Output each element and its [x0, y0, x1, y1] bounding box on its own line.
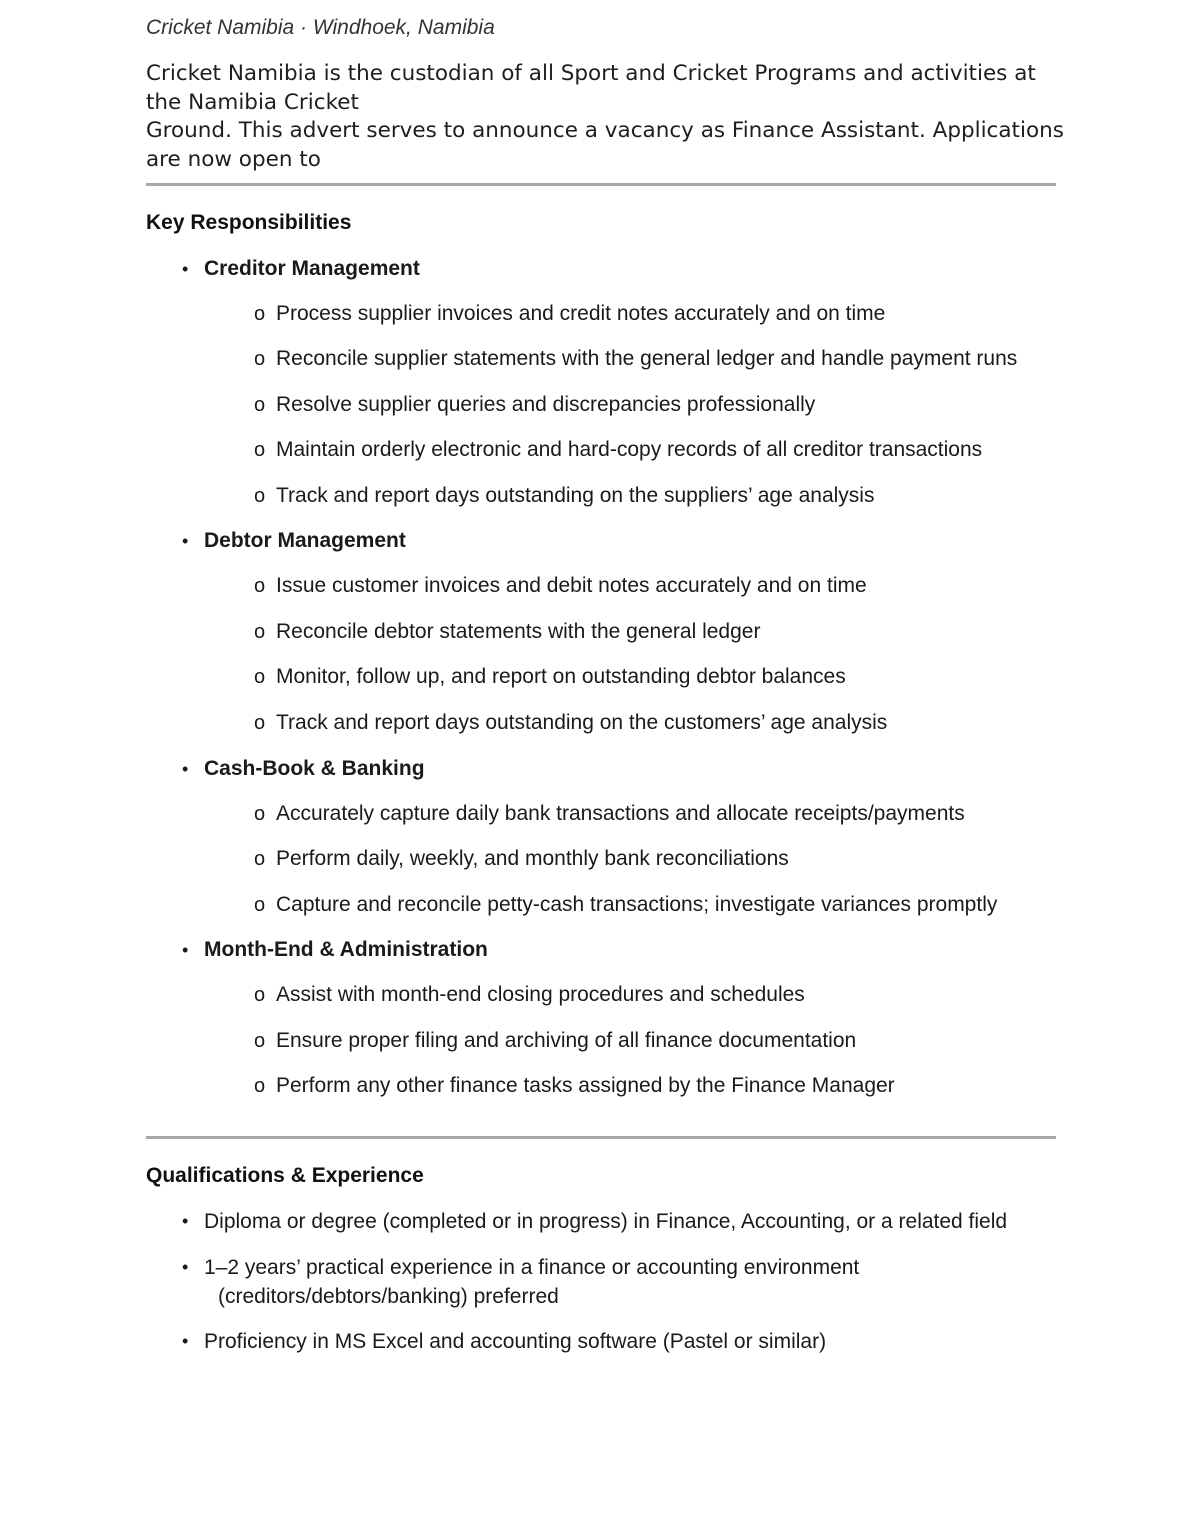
category-title: Debtor Management: [204, 529, 406, 552]
list-item: o Process supplier invoices and credit notes accurately and on time: [254, 302, 886, 325]
bullet-icon: •: [182, 531, 189, 551]
category-cash-book-banking: [182, 757, 425, 781]
intro-line: the Namibia Cricket: [146, 89, 359, 115]
intro-paragraph: [146, 60, 1106, 174]
sub-bullet-icon: o: [254, 984, 266, 1006]
intro-line: Cricket Namibia is the custodian of all Sport and Cricket Programs and activities at: [146, 61, 1036, 86]
organization-location-subtitle: Cricket Namibia · Windhoek, Namibia: [146, 16, 495, 39]
bullet-icon: •: [182, 759, 189, 779]
list-item: o Reconcile supplier statements with the general ledger and handle payment runs: [254, 347, 1018, 370]
section-divider: [146, 183, 1056, 186]
bullet-icon: •: [182, 1211, 189, 1231]
sub-bullet-icon: o: [254, 485, 266, 507]
qualification-item: • Diploma or degree (completed or in progress) in Finance, Accounting, or a related field: [182, 1207, 1007, 1236]
list-item: o Accurately capture daily bank transactions and allocate receipts/payments: [254, 802, 965, 825]
sub-bullet-icon: o: [254, 439, 266, 461]
list-item: o Assist with month-end closing procedures and schedules: [254, 983, 805, 1006]
category-title: Cash-Book & Banking: [204, 757, 425, 780]
sub-bullet-icon: o: [254, 803, 266, 825]
sub-bullet-icon: o: [254, 303, 266, 325]
bullet-icon: •: [182, 940, 189, 960]
sub-bullet-icon: o: [254, 621, 266, 643]
sub-bullet-icon: o: [254, 666, 266, 688]
qualification-item: • 1–2 years’ practical experience in a finance or accounting environment (creditors/debtors/banking) preferred: [182, 1253, 859, 1311]
list-item: o Issue customer invoices and debit notes accurately and on time: [254, 574, 867, 597]
list-item: o Perform daily, weekly, and monthly bank reconciliations: [254, 847, 789, 870]
intro-line: are now open to: [146, 146, 321, 172]
sub-bullet-icon: o: [254, 575, 266, 597]
category-title: Month-End & Administration: [204, 938, 488, 961]
category-creditor-management: [182, 257, 420, 281]
list-item: o Resolve supplier queries and discrepancies professionally: [254, 393, 816, 416]
sub-bullet-icon: o: [254, 712, 266, 734]
list-item: o Track and report days outstanding on the customers’ age analysis: [254, 711, 888, 734]
sub-bullet-icon: o: [254, 894, 266, 916]
sub-bullet-icon: o: [254, 1075, 266, 1097]
sub-bullet-icon: o: [254, 394, 266, 416]
category-month-end-administration: [182, 938, 488, 962]
list-item: o Ensure proper filing and archiving of all finance documentation: [254, 1029, 857, 1052]
qualification-item: • Proficiency in MS Excel and accounting software (Pastel or similar): [182, 1327, 826, 1356]
bullet-icon: •: [182, 1331, 189, 1351]
bullet-icon: •: [182, 1257, 189, 1277]
sub-bullet-icon: o: [254, 1030, 266, 1052]
list-item: o Reconcile debtor statements with the general ledger: [254, 620, 761, 643]
sub-bullet-icon: o: [254, 848, 266, 870]
qualifications-heading: Qualifications & Experience: [146, 1164, 424, 1187]
bullet-icon: •: [182, 259, 189, 279]
section-divider: [146, 1136, 1056, 1139]
list-item: o Perform any other finance tasks assigned by the Finance Manager: [254, 1074, 895, 1097]
category-debtor-management: [182, 529, 406, 553]
category-title: Creditor Management: [204, 257, 420, 280]
list-item: o Capture and reconcile petty-cash transactions; investigate variances promptly: [254, 893, 998, 916]
list-item: o Monitor, follow up, and report on outstanding debtor balances: [254, 665, 846, 688]
sub-bullet-icon: o: [254, 348, 266, 370]
key-responsibilities-heading: Key Responsibilities: [146, 211, 352, 234]
list-item: o Maintain orderly electronic and hard-copy records of all creditor transactions: [254, 438, 983, 461]
list-item: o Track and report days outstanding on the suppliers’ age analysis: [254, 484, 875, 507]
intro-line: Ground. This advert serves to announce a vacancy as Finance Assistant. Applications: [146, 118, 1064, 143]
